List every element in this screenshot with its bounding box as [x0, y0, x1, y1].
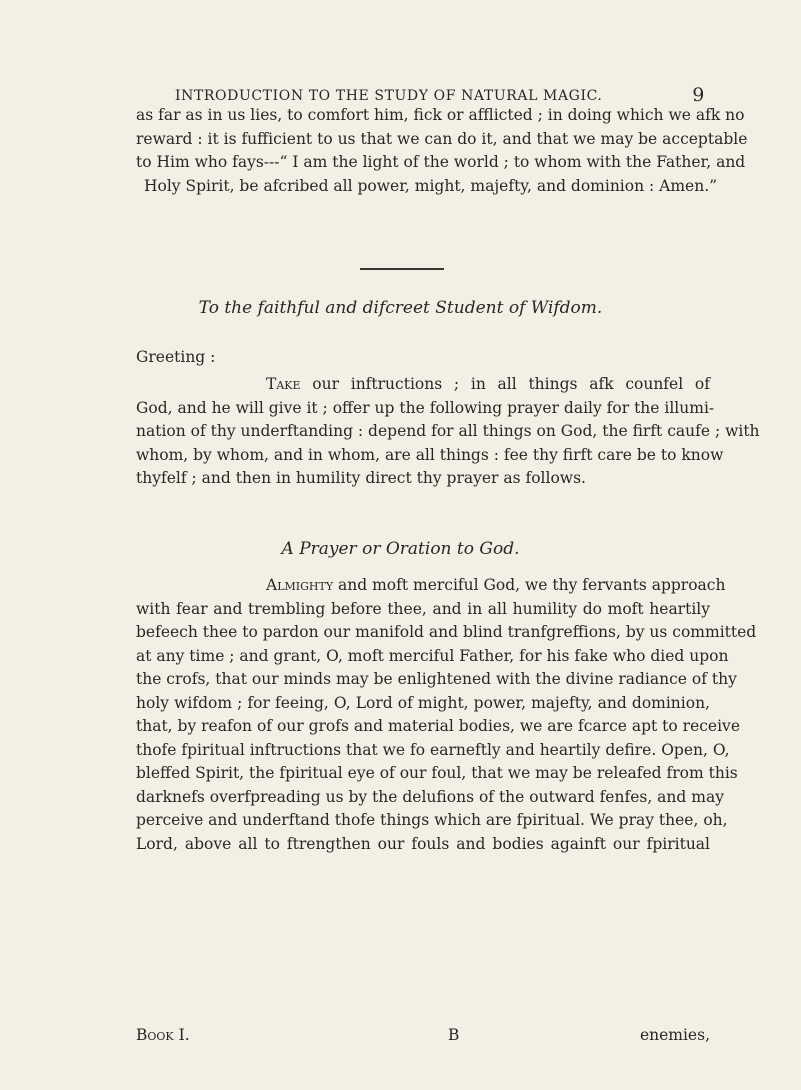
page-number: 9 [692, 84, 705, 106]
running-title: INTRODUCTION TO THE STUDY OF NATURAL MAGIC. [175, 88, 603, 104]
catchword: enemies, [639, 1026, 710, 1044]
text-line: with fear and trembling before thee, and in all humility do moft heartily [136, 599, 710, 618]
text-line: nation of thy underftanding : depend for all things on God, the firft caufe ; with [136, 422, 760, 440]
text-line: holy wifdom ; for feeing, O, Lord of might, power, majefty, and dominion, [136, 693, 710, 712]
text-line: befeech thee to pardon our manifold and blind tranfgreffions, by us committed [136, 623, 757, 641]
paragraph-instructions [136, 373, 760, 491]
book-marker: Book I. [136, 1026, 190, 1044]
text-line-first [136, 373, 710, 397]
section-title-prayer: A Prayer or Oration to God. [281, 539, 520, 559]
text-line: thofe fpiritual inftructions that we fo earneftly and heartily defire. Open, O, [136, 740, 730, 759]
text-line: reward : it is fufficient to us that we can do it, and that we may be acceptable [136, 129, 748, 148]
text-line: to Him who fays---“ I am the light of the world ; to whom with the Father, and [136, 153, 746, 171]
text-line: whom, by whom, and in whom, are all things : fee thy firft care be to know [136, 445, 724, 464]
greeting: Greeting : [136, 348, 216, 366]
running-header [175, 84, 705, 106]
text-line: perceive and underftand thofe things which are fpiritual. We pray thee, oh, [136, 811, 728, 829]
text-line: the crofs, that our minds may be enlightened with the divine radiance of thy [136, 670, 737, 688]
text-line-rest: and moft merciful God, we thy fervants approach [333, 576, 726, 594]
paragraph-continuation [136, 104, 748, 198]
text-line: darknefs overfpreading us by the delufions of the outward fenfes, and may [136, 787, 724, 806]
text-line: at any time ; and grant, O, moft merciful Father, for his fake who died upon [136, 646, 729, 665]
lead-word: Take [266, 375, 301, 393]
lead-word: Almighty [266, 576, 334, 594]
text-line: thyfelf ; and then in humility direct thy prayer as follows. [136, 469, 586, 487]
text-line: God, and he will give it ; offer up the following prayer daily for the illumi- [136, 398, 715, 417]
text-line: Lord, above all to ftrengthen our fouls and bodies againft our fpiritual [136, 834, 710, 853]
text-line: that, by reafon of our grofs and material bodies, we are fcarce apt to receive [136, 717, 740, 735]
text-line: bleffed Spirit, the fpiritual eye of our foul, that we may be releafed from this [136, 764, 738, 782]
signature-mark: B [448, 1026, 460, 1044]
section-divider [360, 268, 444, 270]
paragraph-prayer [136, 574, 757, 856]
text-line: as far as in us lies, to comfort him, fick or afflicted ; in doing which we afk no [136, 106, 745, 124]
text-line: Holy Spirit, be afcribed all power, might, majefty, and dominion : Amen.” [144, 176, 718, 195]
section-title-student: To the faithful and difcreet Student of Wifdom. [198, 298, 603, 318]
text-line-rest: our inftructions ; in all things afk counfel of [300, 375, 710, 393]
text-line-first [136, 574, 726, 598]
